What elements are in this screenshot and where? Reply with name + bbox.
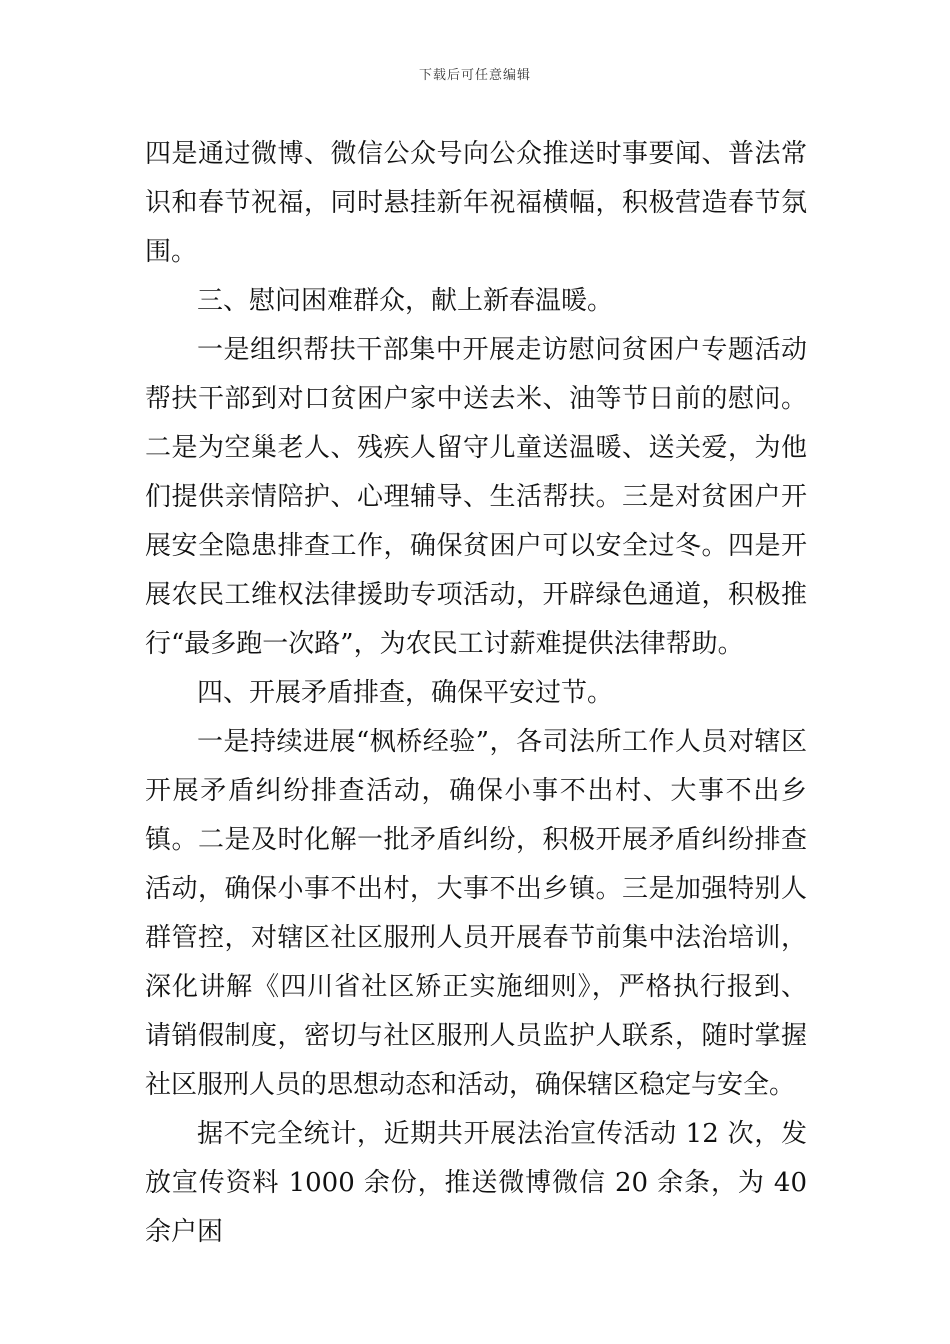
document-body [145,130,807,1257]
paragraph-condolence: 一是组织帮扶干部集中开展走访慰问贫困户专题活动帮扶干部到对口贫困户家中送去米、油等节日前的慰问。二是为空巢老人、残疾人留守儿童送温暖、送关爱，为他们提供亲情陪护、心理辅导、生活帮扶。三是对贫困户开展安全隐患排查工作，确保贫困户可以安全过冬。四是开展农民工维权法律援助专项活动，开辟绿色通道，积极推行“最多跑一次路”，为农民工讨薪难提供法律帮助。 [145,335,807,659]
section-heading-4: 四、开展矛盾排查，确保平安过节。 [197,678,614,708]
section-heading-3: 三、慰问困难群众，献上新春温暖。 [197,286,614,316]
page-header-note: 下载后可任意编辑 [418,68,531,83]
paragraph-dispute-check: 一是持续进展“枫桥经验”，各司法所工作人员对辖区开展矛盾纠纷排查活动，确保小事不出村、大事不出乡镇。二是及时化解一批矛盾纠纷，积极开展矛盾纠纷排查活动，确保小事不出村，大事不出乡镇。三是加强特别人群管控，对辖区社区服刑人员开展春节前集中法治培训，深化讲解《四川省社区矫正实施细则》，严格执行报到、请销假制度，密切与社区服刑人员监护人联系，随时掌握社区服刑人员的思想动态和活动，确保辖区稳定与安全。 [145,727,807,1100]
paragraph-publicity: 四是通过微博、微信公众号向公众推送时事要闻、普法常识和春节祝福，同时悬挂新年祝福横幅，积极营造春节氛围。 [145,139,807,267]
paragraph-statistics: 据不完全统计，近期共开展法治宣传活动 12 次，发放宣传资料 1000 余份，推送微博微信 20 余条，为 40 余户困 [145,1119,807,1247]
